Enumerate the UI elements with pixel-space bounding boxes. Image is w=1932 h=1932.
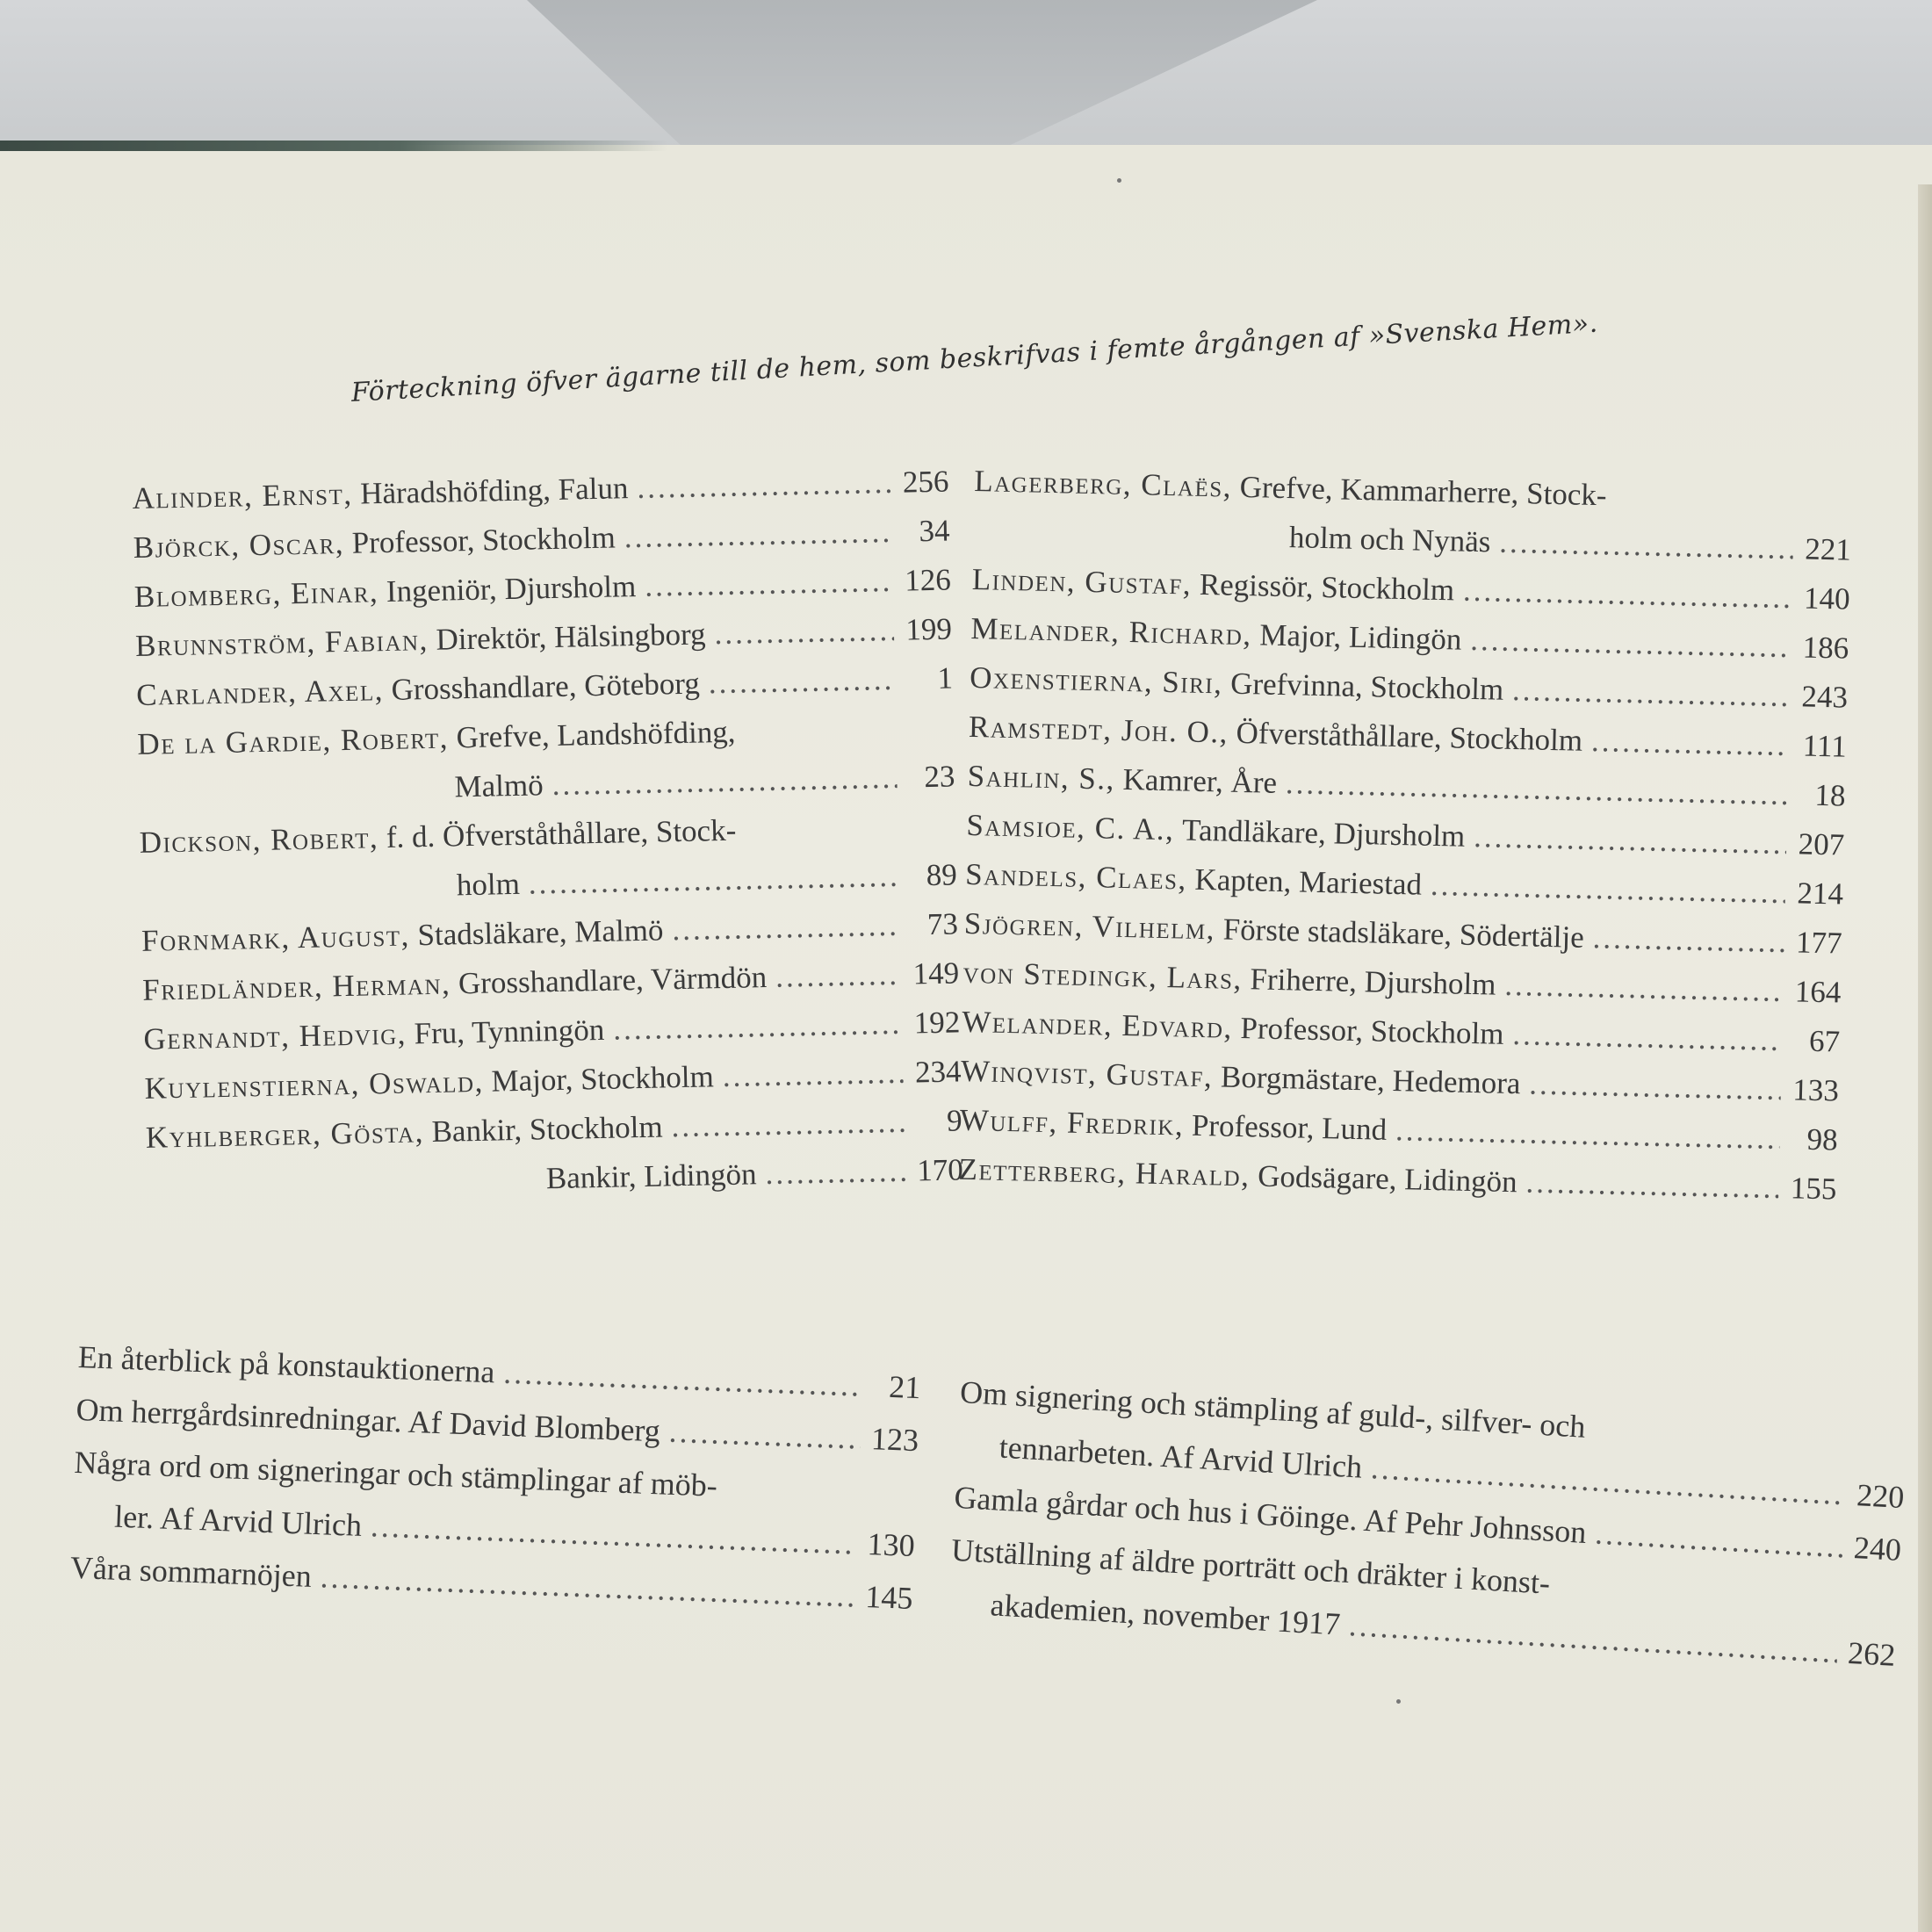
article-title: Gamla gårdar och hus i Göinge. Af Pehr Johnsson (953, 1479, 1588, 1550)
page-number: 21 (888, 1368, 921, 1406)
owner-name: von Stedingk, Lars, (962, 955, 1244, 997)
owner-name: Linden, Gustaf, (971, 561, 1193, 602)
leader-dots (637, 458, 891, 513)
owner-details: Häradshöfding, Falun (359, 471, 629, 511)
owner-name: Winqvist, Gustaf, (960, 1053, 1214, 1094)
owner-details: Direktör, Hälsingborg (436, 616, 706, 657)
page-number: 145 (864, 1579, 914, 1616)
owner-name: Gernandt, Hedvig, (143, 1016, 407, 1056)
articles-list-right (947, 1366, 1908, 1682)
owner-name: Carlander, Axel, (135, 673, 385, 712)
leader-dots (1470, 616, 1791, 672)
paper-speck (1117, 178, 1121, 183)
page-number: 262 (1847, 1634, 1897, 1673)
owner-name: Ramstedt, Joh. O., (968, 709, 1229, 750)
leader-dots (672, 901, 901, 955)
article-title: Om herrgårdsinredningar. Af David Blomberg (75, 1391, 661, 1449)
page-number: 243 (1801, 679, 1849, 715)
article-title: Våra sommarnöjen (69, 1549, 313, 1594)
page-number: 133 (1791, 1072, 1840, 1108)
leader-dots (671, 1098, 905, 1152)
owner-details: Grosshandlare, Värmdön (458, 959, 768, 1001)
owner-details: Förste stadsläkare, Södertälje (1222, 912, 1585, 955)
leader-dots (1529, 1060, 1782, 1114)
owner-details: Professor, Lund (1191, 1107, 1388, 1147)
owner-details: Grosshandlare, Göteborg (391, 666, 701, 707)
page-number: 89 (926, 857, 958, 893)
page-number: 155 (1790, 1171, 1837, 1207)
leader-dots (1592, 913, 1784, 967)
owner-name: Brunnström, Fabian, (134, 622, 429, 663)
owner-name: De la Gardie, Robert, (137, 720, 450, 761)
page-number: 140 (1803, 580, 1851, 616)
owner-details: Friherre, Djursholm (1250, 962, 1496, 1002)
owner-details: Professor, Stockholm (351, 520, 616, 560)
owner-details: Borgmästare, Hedemora (1220, 1059, 1521, 1101)
owner-details: Grefve, Kammarherre, Stock- (1239, 469, 1607, 513)
page-number: 67 (1808, 1023, 1841, 1059)
page-number: 240 (1852, 1530, 1903, 1568)
article-title: tennarbeten. Af Arvid Ulrich (998, 1429, 1364, 1485)
leader-dots (1462, 566, 1792, 623)
owner-details: Tandläkare, Djursholm (1181, 812, 1466, 854)
leader-dots (1512, 1010, 1783, 1065)
owner-details: Major, Lidingön (1258, 617, 1462, 657)
page-number: 23 (924, 759, 955, 795)
owner-name: Zetterberg, Harald, (958, 1151, 1251, 1193)
page-number: 234 (914, 1054, 962, 1090)
owner-details: holm och Nynäs (1288, 520, 1491, 559)
leader-dots (1474, 812, 1787, 869)
page-heading: Förteckning öfver ägarne till de hem, som beskrifvas i femte årgången af »Svenska Hem». (350, 307, 1599, 408)
owner-details: Professor, Stockholm (1240, 1011, 1504, 1051)
page-number: 9 (946, 1103, 963, 1138)
page-number: 214 (1797, 876, 1844, 912)
articles-list-left (69, 1330, 921, 1625)
leader-dots (775, 950, 902, 1002)
leader-dots (722, 1049, 904, 1101)
owner-details: Malmö (454, 768, 544, 804)
page-number: 111 (1802, 728, 1848, 764)
page-number: 126 (904, 562, 952, 598)
page-number: 130 (866, 1526, 916, 1564)
leader-dots (528, 852, 899, 909)
owner-name: Björck, Oscar, (133, 525, 345, 565)
article-title: En återblick på konstauktionerna (77, 1338, 496, 1390)
page-number: 98 (1806, 1121, 1839, 1157)
owner-details: f. d. Öfverståthållare, Stock- (386, 812, 737, 855)
leader-dots (613, 999, 903, 1055)
owner-name: Lagerberg, Claës, (973, 463, 1233, 504)
owner-details: Stadsläkare, Malmö (417, 912, 664, 953)
leader-dots (551, 753, 898, 810)
owner-name: Welander, Edvard, (961, 1004, 1234, 1045)
article-title: Om signering och stämpling af guld-, silfver- och (959, 1373, 1587, 1445)
page-number: 186 (1802, 630, 1849, 666)
paper-speck (1396, 1699, 1401, 1704)
owner-details: Kapten, Mariestad (1194, 861, 1423, 902)
page-number: 18 (1814, 777, 1846, 813)
owner-name: Fornmark, August, (141, 918, 411, 958)
owner-name: Friedländer, Herman, (141, 966, 451, 1007)
owners-list-left (132, 458, 963, 1212)
article-title: ler. Af Arvid Ulrich (113, 1498, 363, 1543)
owner-details: Grefve, Landshöfding, (456, 714, 736, 755)
owner-details: Godsägare, Lidingön (1257, 1158, 1518, 1200)
page-number: 199 (905, 611, 953, 647)
owner-name: Samsioe, C. A., (966, 807, 1175, 847)
leader-dots (624, 508, 892, 562)
page-number: 170 (916, 1152, 964, 1188)
page-number: 177 (1795, 925, 1843, 961)
owner-details: holm (456, 866, 521, 903)
page-number: 164 (1794, 974, 1842, 1010)
page-number: 73 (926, 906, 959, 942)
owner-name: Sandels, Claes, (964, 856, 1188, 897)
owner-details: Ingeniör, Djursholm (386, 569, 637, 609)
page-number: 192 (913, 1005, 961, 1041)
page-number: 1 (937, 660, 954, 696)
leader-dots (1499, 518, 1794, 574)
article-title: Några ord om signeringar och stämplingar af möb- (73, 1444, 718, 1503)
page-number: 221 (1804, 531, 1852, 567)
article-title: akademien, november 1917 (989, 1587, 1342, 1642)
owner-name: Alinder, Ernst, (132, 476, 353, 515)
owner-name: Oxenstierna, Siri, (969, 660, 1223, 701)
article-title: Utställning af äldre porträtt och dräkter i konst- (950, 1532, 1552, 1601)
leader-dots (714, 606, 895, 659)
leader-dots (1525, 1157, 1779, 1213)
owner-name: Dickson, Robert, (139, 820, 379, 860)
owners-list-right (958, 457, 1853, 1214)
page-number: 34 (919, 513, 950, 549)
owner-details: Bankir, Stockholm (431, 1109, 663, 1150)
owner-details: Regissör, Stockholm (1199, 566, 1455, 608)
owner-name: Wulff, Fredrik, (959, 1102, 1185, 1143)
owner-details: Major, Stockholm (491, 1059, 715, 1099)
leader-dots (645, 557, 894, 611)
page-number: 123 (870, 1421, 919, 1459)
leader-dots (668, 1405, 862, 1465)
owner-details: Grefvinna, Stockholm (1229, 666, 1504, 707)
owner-details: Fru, Tynningön (414, 1012, 605, 1051)
leader-dots (1395, 1106, 1780, 1164)
owner-name: Kyhlberger, Gösta, (145, 1114, 425, 1155)
leader-dots (1512, 666, 1791, 721)
page-number: 149 (912, 955, 960, 991)
page-number: 220 (1856, 1477, 1906, 1516)
owner-name: Sahlin, S., (967, 758, 1116, 797)
leader-dots (708, 655, 896, 708)
owner-name: Blomberg, Einar, (133, 574, 379, 614)
leader-dots (1430, 861, 1785, 918)
owner-name: Kuylenstierna, Oswald, (144, 1063, 485, 1106)
owner-details: Bankir, Lidingön (545, 1157, 757, 1196)
owner-name: Sjögren, Vilhelm, (963, 905, 1216, 947)
owner-name: Melander, Richard, (970, 610, 1253, 652)
owner-details: Öfverståthållare, Stockholm (1236, 715, 1583, 758)
page-number: 207 (1798, 826, 1845, 862)
page-number: 256 (902, 464, 949, 500)
leader-dots (1590, 717, 1789, 770)
owner-details: Kamrer, Åre (1122, 761, 1278, 800)
leader-dots (1504, 961, 1784, 1016)
leader-dots (765, 1147, 905, 1199)
